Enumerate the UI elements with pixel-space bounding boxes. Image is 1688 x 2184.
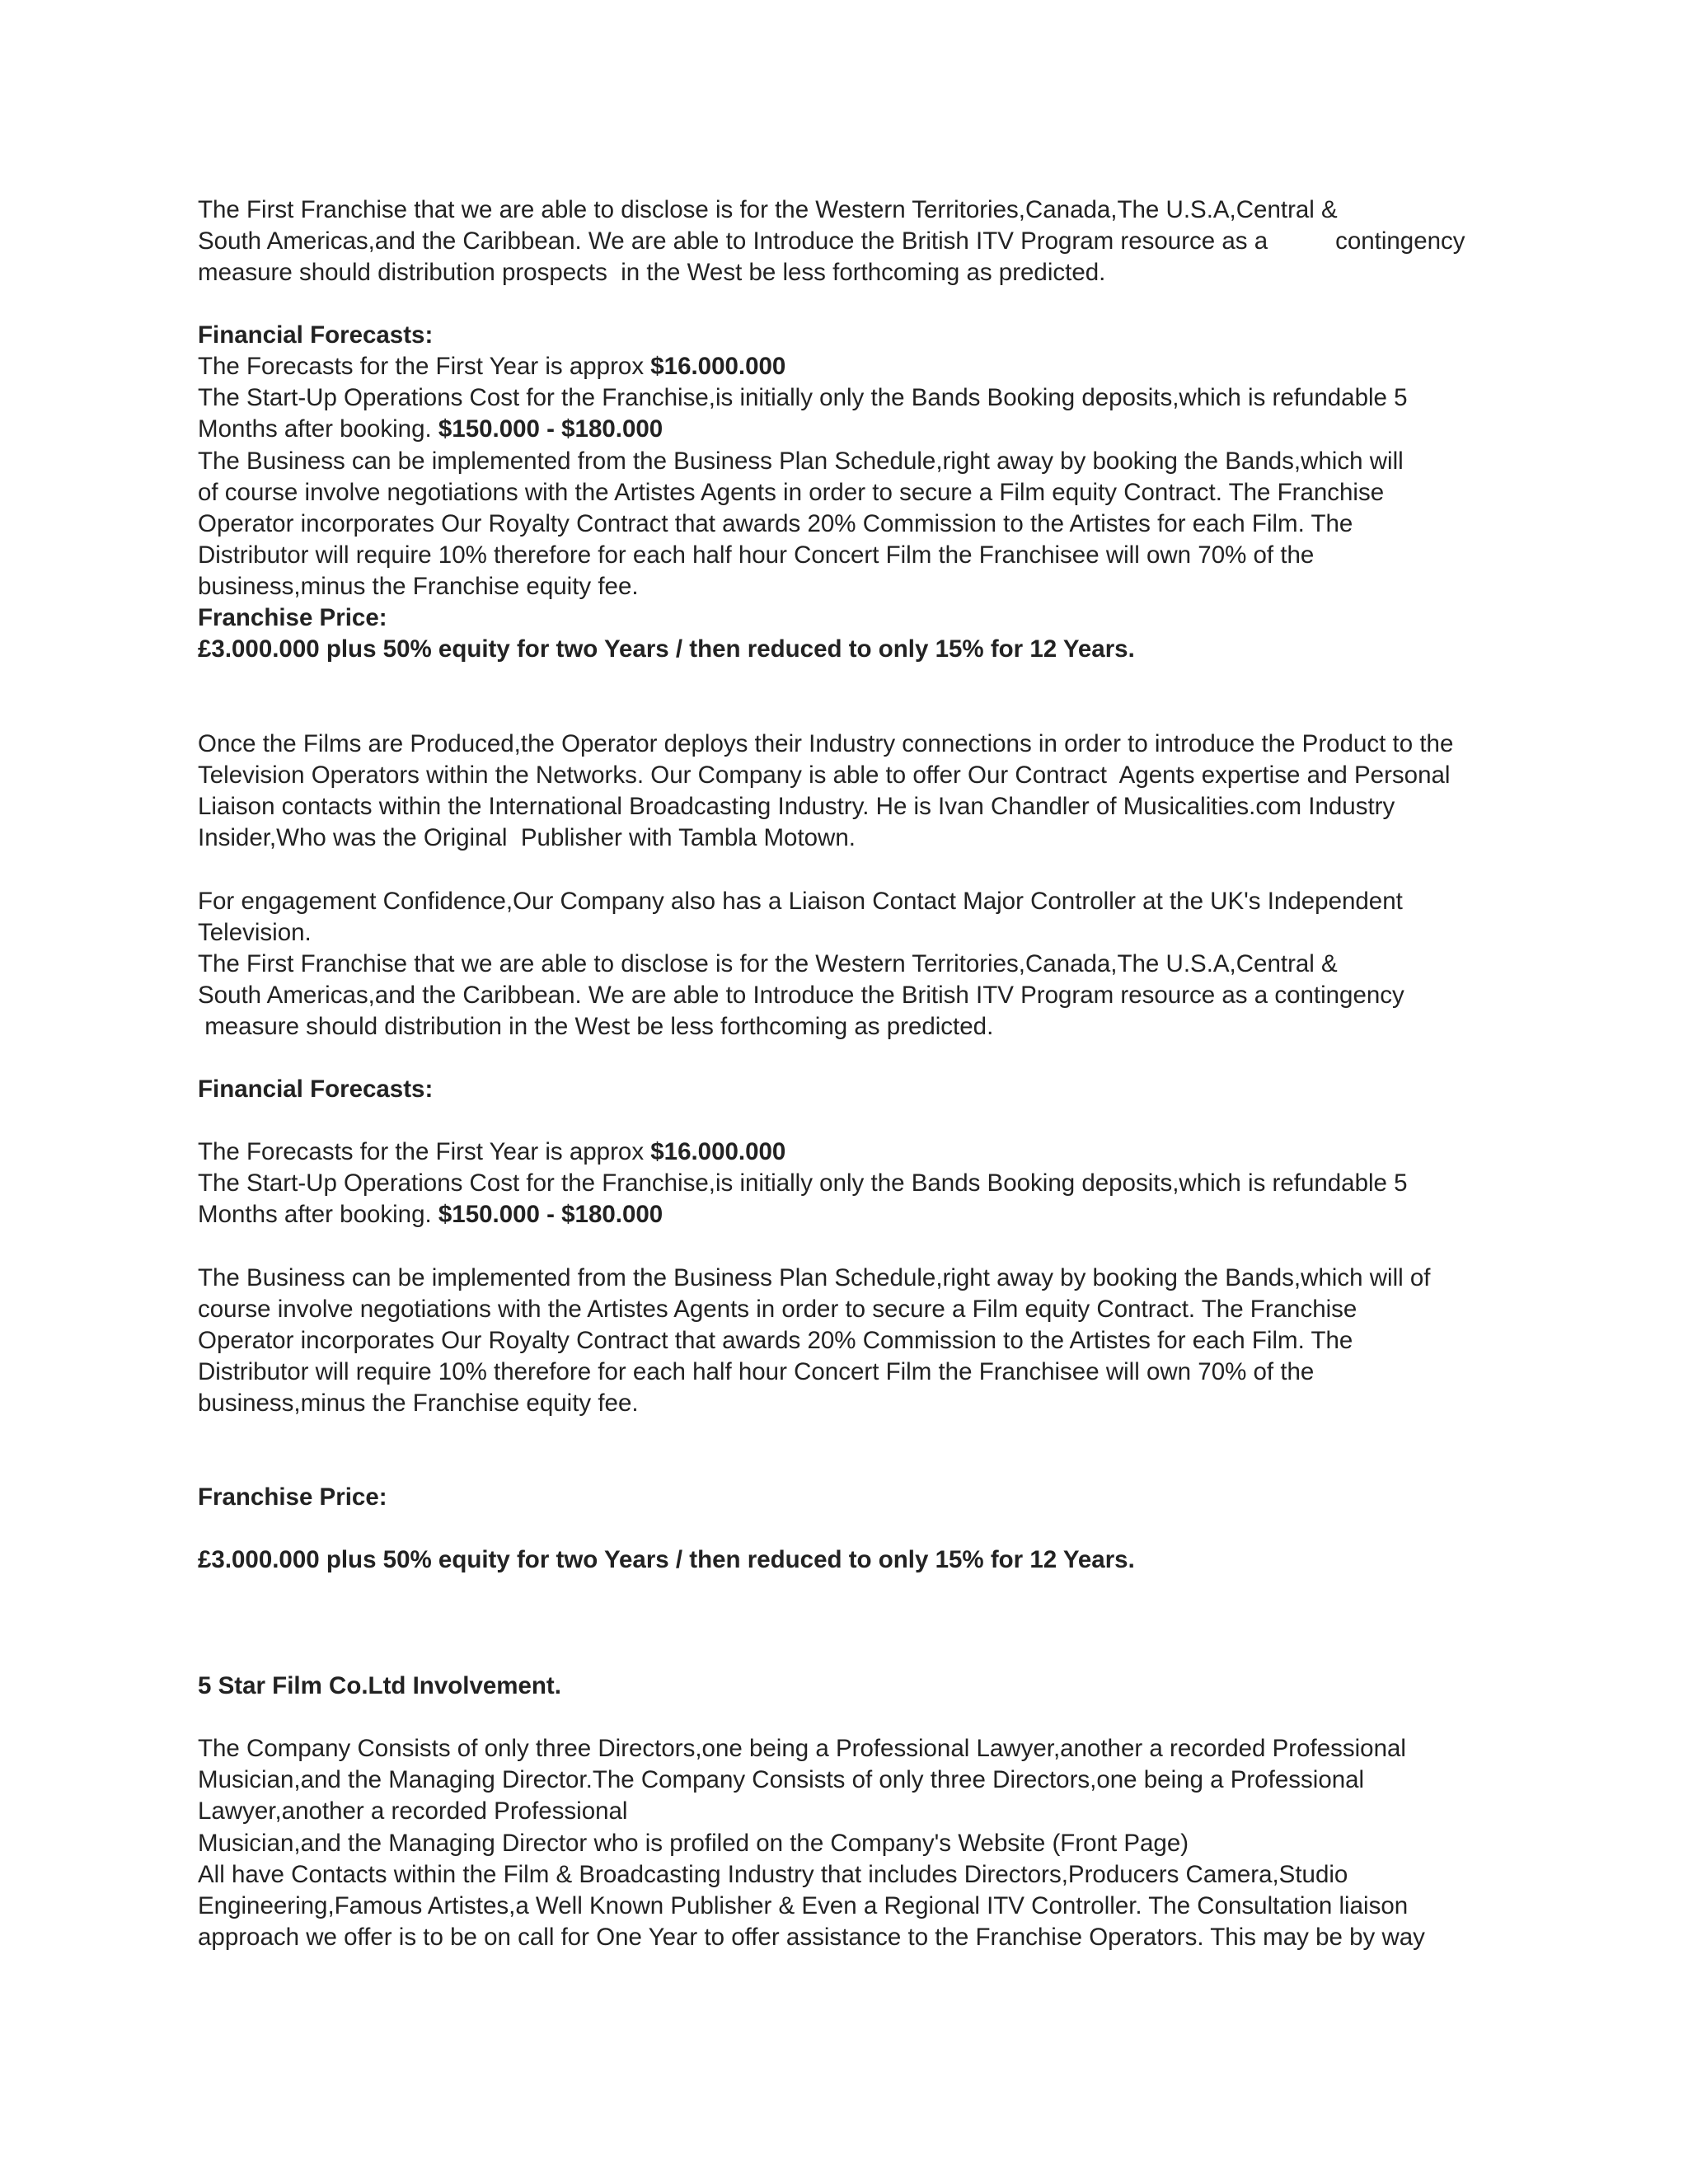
text-line: All have Contacts within the Film & Broadcasting Industry that includes Directors,Producers Camera,Studio (198, 1861, 1348, 1888)
text-line: course involve negotiations with the Artistes Agents in order to secure a Film equity Contract. The Franchise (198, 1296, 1357, 1323)
text-line: The Start-Up Operations Cost for the Franchise,is initially only the Bands Booking deposits,which is refundable 5 (198, 384, 1408, 411)
section-heading: Franchise Price: (198, 604, 387, 631)
text-line: South Americas,and the Caribbean. We are able to Introduce the British ITV Program resource as a contingency (198, 227, 1465, 255)
text-line: measure should distribution in the West be less forthcoming as predicted. (198, 1013, 994, 1040)
text-line: business,minus the Franchise equity fee. (198, 573, 639, 600)
text-line: For engagement Confidence,Our Company also has a Liaison Contact Major Controller at the UK's Independent (198, 888, 1403, 915)
forecast-amount: $16.000.000 (650, 1138, 786, 1165)
section-heading: Financial Forecasts: (198, 321, 434, 349)
startup-cost-amount: $150.000 - $180.000 (438, 1201, 663, 1228)
text-line: Months after booking. $150.000 - $180.000 (198, 415, 663, 443)
text-line: Distributor will require 10% therefore for each half hour Concert Film the Franchisee will own 70% of the (198, 1358, 1315, 1385)
text-line: The First Franchise that we are able to disclose is for the Western Territories,Canada,The U.S.A,Central & (198, 950, 1338, 977)
forecast-amount: $16.000.000 (650, 353, 786, 380)
text-line: Distributor will require 10% therefore for each half hour Concert Film the Franchisee will own 70% of the (198, 541, 1315, 569)
section-heading: Financial Forecasts: (198, 1076, 434, 1103)
text-line: The First Franchise that we are able to disclose is for the Western Territories,Canada,The U.S.A,Central & (198, 196, 1338, 223)
text-line: Musician,and the Managing Director who is profiled on the Company's Website (Front Page) (198, 1830, 1189, 1857)
text-line: South Americas,and the Caribbean. We are able to Introduce the British ITV Program resource as a contingency (198, 982, 1404, 1009)
text-line: Television Operators within the Networks. Our Company is able to offer Our Contract Agents expertise and Personal (198, 762, 1451, 789)
section-heading: 5 Star Film Co.Ltd Involvement. (198, 1672, 561, 1699)
text-line: business,minus the Franchise equity fee. (198, 1390, 639, 1417)
text-line: Operator incorporates Our Royalty Contract that awards 20% Commission to the Artistes for each Film. The (198, 1327, 1353, 1354)
text-line: The Business can be implemented from the Business Plan Schedule,right away by booking the Bands,which will (198, 448, 1404, 475)
text-line: Musician,and the Managing Director.The Company Consists of only three Directors,one being a Professional (198, 1766, 1365, 1793)
text-line: Television. (198, 919, 312, 946)
text-line: approach we offer is to be on call for One Year to offer assistance to the Franchise Operators. This may be by way (198, 1924, 1425, 1951)
text-line: of course involve negotiations with the Artistes Agents in order to secure a Film equity Contract. The Franchise (198, 479, 1385, 506)
text-line: Operator incorporates Our Royalty Contract that awards 20% Commission to the Artistes for each Film. The (198, 510, 1353, 537)
franchise-price-text: £3.000.000 plus 50% equity for two Years / then reduced to only 15% for 12 Years. (198, 1546, 1135, 1573)
text-line: The Business can be implemented from the Business Plan Schedule,right away by booking the Bands,which will of (198, 1264, 1431, 1291)
franchise-price-text: £3.000.000 plus 50% equity for two Years / then reduced to only 15% for 12 Years. (198, 635, 1135, 663)
text-line: Insider,Who was the Original Publisher with Tambla Motown. (198, 824, 856, 851)
text-line: measure should distribution prospects in the West be less forthcoming as predicted. (198, 259, 1106, 286)
text-line: Months after booking. $150.000 - $180.000 (198, 1201, 663, 1228)
text-line: Engineering,Famous Artistes,a Well Known Publisher & Even a Regional ITV Controller. The Consultation liaison (198, 1892, 1409, 1919)
startup-cost-amount: $150.000 - $180.000 (438, 415, 663, 443)
text-line: The Forecasts for the First Year is approx $16.000.000 (198, 1138, 786, 1165)
text-line: Liaison contacts within the International Broadcasting Industry. He is Ivan Chandler of Musicalities.com Industry (198, 793, 1395, 820)
text-line: The Start-Up Operations Cost for the Franchise,is initially only the Bands Booking deposits,which is refundable 5 (198, 1169, 1408, 1197)
text-line: Lawyer,another a recorded Professional (198, 1797, 628, 1825)
text-line: Once the Films are Produced,the Operator deploys their Industry connections in order to introduce the Product to the (198, 730, 1454, 757)
section-heading: Franchise Price: (198, 1483, 387, 1511)
text-line: The Forecasts for the First Year is approx $16.000.000 (198, 353, 786, 380)
text-line: The Company Consists of only three Directors,one being a Professional Lawyer,another a recorded Professional (198, 1735, 1406, 1762)
